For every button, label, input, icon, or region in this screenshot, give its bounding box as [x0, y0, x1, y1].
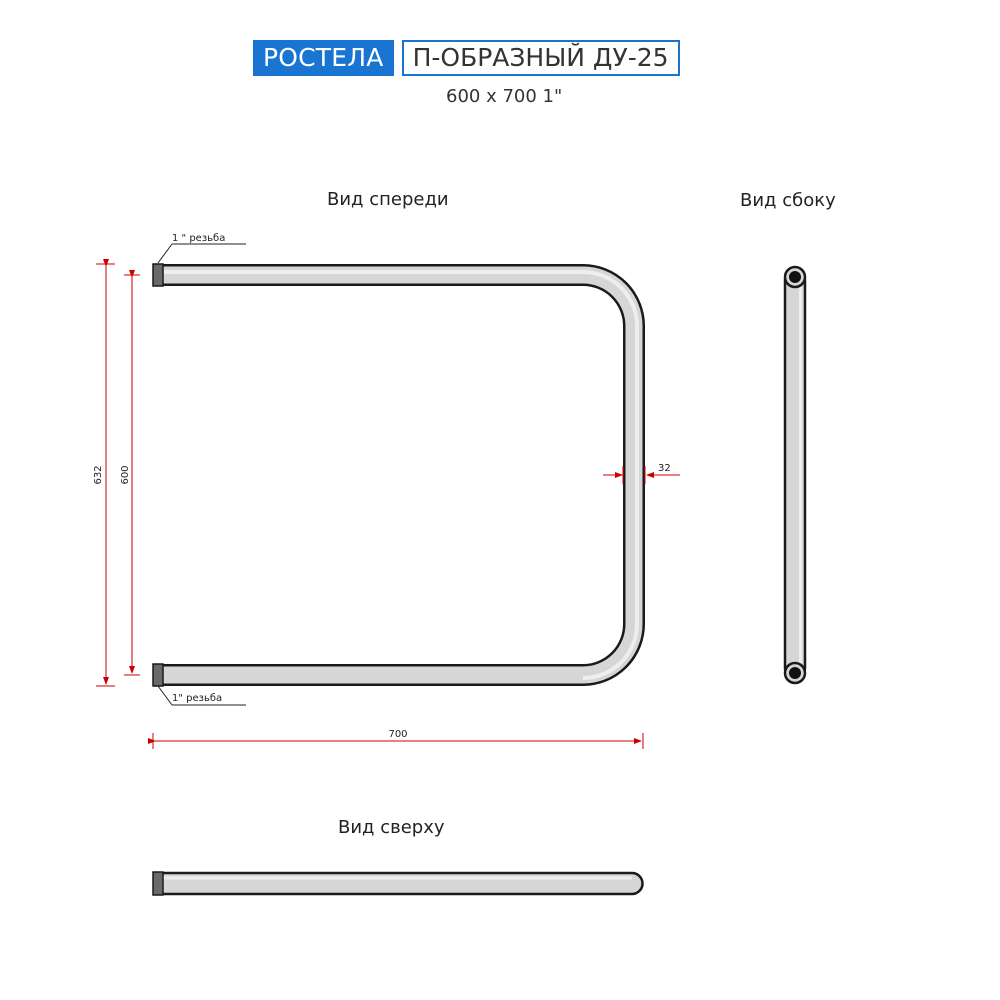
dim-32-label: 32 — [658, 463, 671, 474]
dim-outer-height — [93, 264, 115, 686]
thread-bottom-label: 1" резьба — [172, 693, 223, 704]
thread-callouts — [158, 233, 246, 705]
dim-700-label: 700 — [388, 729, 408, 740]
top-view-title: Вид сверху — [338, 817, 445, 838]
side-view-title: Вид сбоку — [740, 190, 836, 211]
dim-inner-height — [120, 275, 140, 675]
front-view-pipe — [153, 264, 637, 686]
top-view-pipe — [153, 872, 643, 895]
thread-end-bottom — [153, 664, 163, 686]
size-label: 600 x 700 1" — [446, 86, 563, 107]
product-label: П-ОБРАЗНЫЙ ДУ-25 — [402, 40, 680, 76]
thread-end-top — [153, 264, 163, 286]
front-view-title: Вид спереди — [327, 189, 449, 210]
thread-top-label: 1 " резьба — [172, 233, 226, 244]
dim-632-label: 632 — [93, 465, 104, 485]
side-pipe-bore-bottom — [789, 667, 801, 679]
dim-600-label: 600 — [120, 465, 131, 485]
brand-label: РОСТЕЛА — [253, 40, 394, 76]
side-view-pipe — [785, 267, 805, 683]
dim-width — [153, 729, 643, 749]
side-pipe-bore-top — [789, 271, 801, 283]
top-thread-end — [153, 872, 163, 895]
